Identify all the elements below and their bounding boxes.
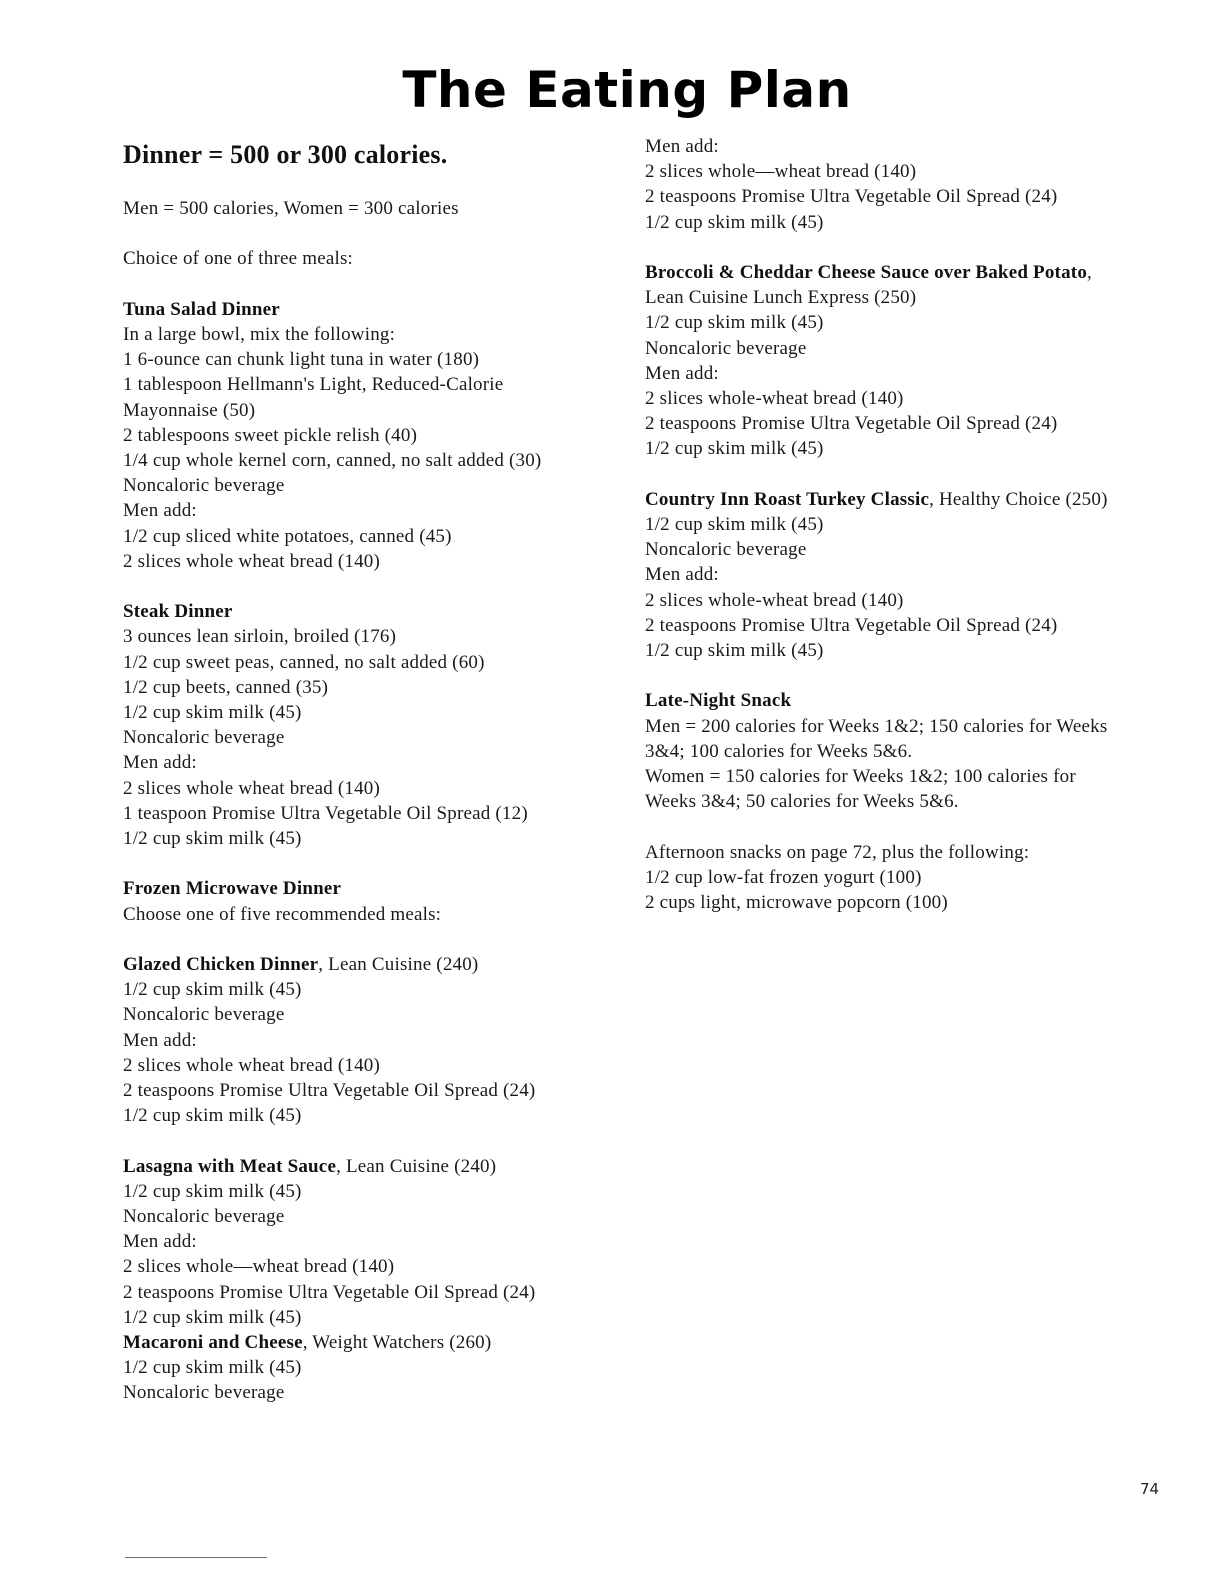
meal-line: Noncaloric beverage: [123, 1382, 285, 1404]
meal-line: 1/2 cup skim milk (45): [123, 828, 302, 850]
meal-line: 2 slices whole-wheat bread (140): [645, 388, 904, 410]
meal-brand: , Weight Watchers (260): [302, 1332, 492, 1354]
meal-line: Men add:: [645, 136, 719, 157]
meal-line: 1/2 cup sliced white potatoes, canned (45): [123, 525, 452, 547]
meal-title: Frozen Microwave Dinner: [123, 878, 342, 900]
meal-title: Steak Dinner: [123, 601, 233, 623]
meal-line: 2 teaspoons Promise Ultra Vegetable Oil Spread (24): [645, 413, 1058, 435]
broccoli-section: [645, 260, 1145, 462]
meal-title: Tuna Salad Dinner: [123, 298, 280, 320]
meal-line: Women = 150 calories for Weeks 1&2; 100 calories for: [645, 766, 1076, 788]
meal-line: Men add:: [123, 1029, 197, 1051]
right-column: [645, 134, 1145, 915]
late-night-snack-section: [645, 688, 1145, 814]
glazed-chicken-section: [123, 952, 613, 1128]
meal-line: 1/2 cup skim milk (45): [645, 640, 824, 662]
steak-section: [123, 599, 613, 851]
meal-line: Men add:: [123, 1231, 197, 1253]
meal-brand: , Lean Cuisine (240): [336, 1155, 497, 1177]
meal-line: Lean Cuisine Lunch Express (250): [645, 287, 917, 309]
page-title: The Eating Plan: [402, 61, 852, 119]
meal-line: 1/2 cup skim milk (45): [645, 514, 824, 536]
meal-line: 1/2 cup skim milk (45): [123, 979, 302, 1001]
meal-line: Noncaloric beverage: [123, 1206, 285, 1228]
meal-line: 2 slices whole wheat bread (140): [123, 550, 381, 572]
meal-title: Glazed Chicken Dinner: [123, 954, 319, 976]
left-column: [123, 134, 613, 1406]
meal-line: 1/2 cup skim milk (45): [123, 1306, 302, 1328]
meal-title: Broccoli & Cheddar Cheese Sauce over Baked Potato: [645, 262, 1088, 283]
meal-line: 1/2 cup skim milk (45): [123, 1180, 302, 1202]
meal-line: Noncaloric beverage: [645, 337, 807, 359]
calorie-intro: Men = 500 calories, Women = 300 calories: [123, 198, 459, 219]
meal-line: 1/2 cup skim milk (45): [645, 312, 824, 334]
meal-line: 1/4 cup whole kernel corn, canned, no salt added (30): [123, 450, 542, 471]
meal-line: Men add:: [645, 362, 719, 384]
meal-line: Noncaloric beverage: [123, 475, 285, 497]
meal-line: 2 tablespoons sweet pickle relish (40): [123, 424, 418, 446]
tuna-salad-section: [123, 297, 613, 574]
meal-title: Late-Night Snack: [645, 690, 792, 712]
meal-brand: ,: [1087, 262, 1092, 283]
meal-brand: , Healthy Choice (250): [929, 488, 1108, 510]
meal-line: 1/2 cup low-fat frozen yogurt (100): [645, 866, 922, 888]
meal-line: Men add:: [123, 500, 197, 522]
meal-heading-line: [645, 260, 1145, 285]
meal-line: 2 teaspoons Promise Ultra Vegetable Oil Spread (24): [123, 1281, 536, 1303]
meal-line: 2 slices whole—wheat bread (140): [123, 1256, 395, 1278]
meal-line: 1/2 cup skim milk (45): [123, 1357, 302, 1379]
meal-line: Noncaloric beverage: [645, 539, 807, 561]
meal-line: In a large bowl, mix the following:: [123, 323, 396, 345]
page-number: 74: [1140, 1480, 1160, 1498]
meal-line: 2 teaspoons Promise Ultra Vegetable Oil Spread (24): [123, 1080, 536, 1102]
meal-line: Men add:: [645, 564, 719, 586]
meal-line: Men = 200 calories for Weeks 1&2; 150 calories for Weeks: [645, 715, 1108, 737]
meal-line: 1/2 cup skim milk (45): [123, 1105, 302, 1127]
meal-line: Noncaloric beverage: [123, 1004, 285, 1026]
meal-line: 1/2 cup skim milk (45): [645, 211, 824, 233]
meal-line: 1 tablespoon Hellmann's Light, Reduced-Calorie: [123, 374, 504, 396]
footer-rule: [125, 1557, 267, 1558]
meal-line: 2 cups light, microwave popcorn (100): [645, 892, 948, 914]
meal-line: Weeks 3&4; 50 calories for Weeks 5&6.: [645, 791, 959, 813]
meal-line: 1 6-ounce can chunk light tuna in water (180): [123, 349, 480, 371]
meal-line: 3 ounces lean sirloin, broiled (176): [123, 626, 397, 648]
meal-line: Noncaloric beverage: [123, 727, 285, 749]
meal-line: Mayonnaise (50): [123, 399, 256, 421]
dinner-heading: Dinner = 500 or 300 calories.: [123, 140, 448, 169]
meal-choice-text: Choice of one of three meals:: [123, 248, 354, 270]
meal-line: 2 teaspoons Promise Ultra Vegetable Oil Spread (24): [645, 614, 1058, 636]
turkey-section: [645, 487, 1145, 663]
meal-heading-line: [645, 487, 1145, 512]
meal-line: 2 slices whole wheat bread (140): [123, 1054, 381, 1076]
meal-line: 2 slices whole wheat bread (140): [123, 777, 381, 799]
meal-line: 2 slices whole-wheat bread (140): [645, 589, 904, 611]
meal-title: Macaroni and Cheese: [123, 1332, 303, 1354]
meal-heading-line: [123, 952, 613, 977]
meal-line: 2 slices whole—wheat bread (140): [645, 161, 917, 183]
macaroni-continued: [645, 134, 1145, 235]
meal-line: 1/2 cup beets, canned (35): [123, 676, 329, 698]
meal-line: 1 teaspoon Promise Ultra Vegetable Oil Spread (12): [123, 802, 528, 824]
meal-line: 3&4; 100 calories for Weeks 5&6.: [645, 740, 913, 762]
meal-line: Choose one of five recommended meals:: [123, 903, 442, 925]
frozen-dinner-section: [123, 876, 613, 926]
meal-heading-line: [123, 1330, 613, 1355]
macaroni-section: [123, 1330, 613, 1406]
meal-brand: , Lean Cuisine (240): [318, 954, 479, 976]
meal-line: Afternoon snacks on page 72, plus the following:: [645, 841, 1030, 863]
lasagna-section: [123, 1154, 613, 1330]
meal-line: 1/2 cup sweet peas, canned, no salt added (60): [123, 651, 485, 673]
meal-line: 2 teaspoons Promise Ultra Vegetable Oil Spread (24): [645, 186, 1058, 208]
meal-title: Lasagna with Meat Sauce: [123, 1155, 337, 1177]
meal-title: Country Inn Roast Turkey Classic: [645, 488, 930, 510]
meal-line: 1/2 cup skim milk (45): [123, 702, 302, 724]
meal-heading-line: [123, 1154, 613, 1179]
meal-line: 1/2 cup skim milk (45): [645, 438, 824, 460]
meal-line: Men add:: [123, 752, 197, 774]
afternoon-snacks-section: [645, 840, 1145, 916]
